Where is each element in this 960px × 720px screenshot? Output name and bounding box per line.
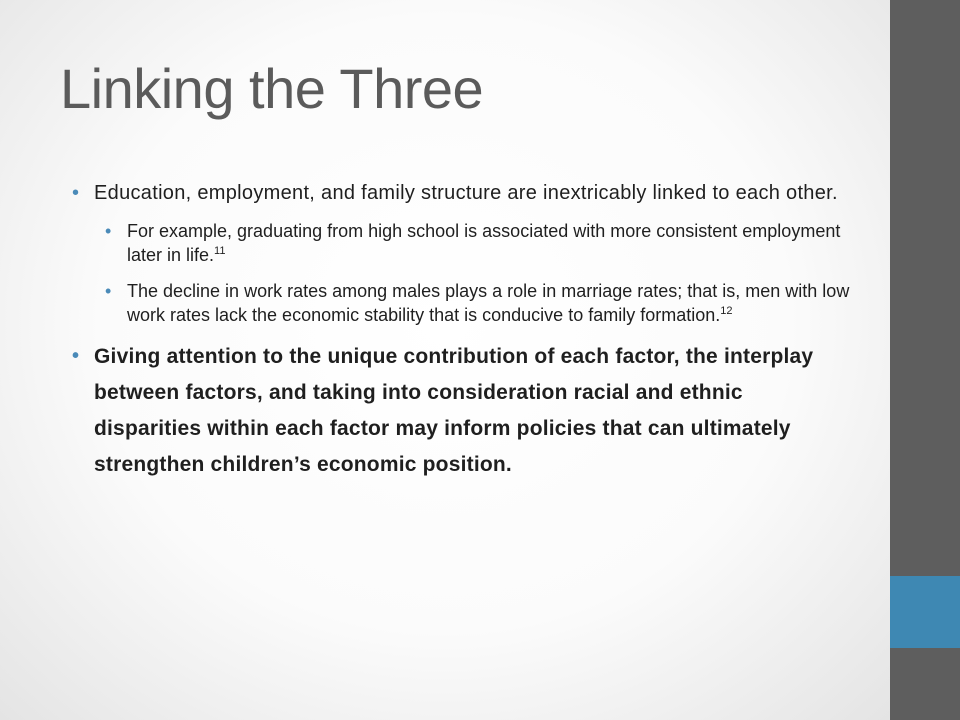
bullet-point-icon: • (72, 345, 80, 367)
sub-bullet-text: The decline in work rates among males plays a role in marriage rates; that is, men with low work rates lack the economic stability that is conducive to family formation. (127, 281, 850, 325)
bullet-education-linkage (72, 176, 852, 210)
slide-body (72, 176, 852, 492)
sub-bullet-text: For example, graduating from high school is associated with more consistent employment later in life. (127, 221, 841, 265)
bullet-point-icon: • (105, 221, 112, 241)
footnote-ref: 11 (214, 245, 226, 257)
bullet-point-icon: • (72, 182, 80, 204)
sub-bullet-high-school (105, 219, 852, 267)
bullet-point-icon: • (105, 281, 112, 301)
bullet-text: Education, employment, and family structure are inextricably linked to each other. (94, 182, 838, 204)
slide-title: Linking the Three (60, 57, 484, 120)
sidebar-accent-block (890, 576, 960, 648)
footnote-ref: 12 (720, 305, 733, 317)
bullet-text: Giving attention to the unique contribution of each factor, the interplay between factors, and taking into consideration racial and ethnic disparities within each factor may inform policies that can ultimately strengthen children’s economic position. (94, 345, 814, 476)
sub-bullet-work-rates (105, 279, 852, 327)
bullet-policy-conclusion (72, 339, 852, 483)
sidebar-decoration (890, 0, 960, 720)
